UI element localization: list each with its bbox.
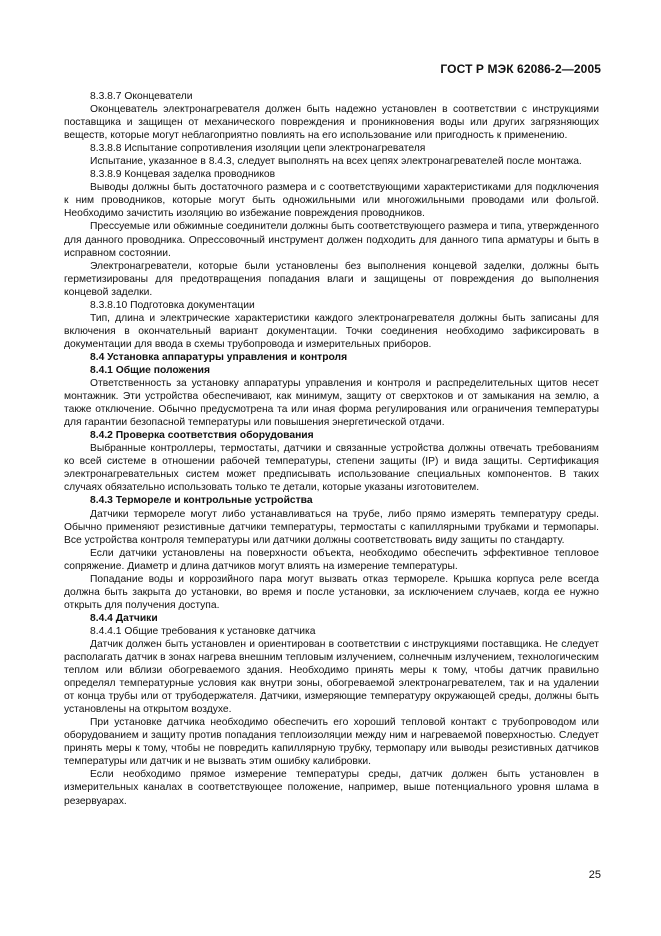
paragraph: Выбранные контроллеры, термостаты, датчики и связанные устройства должны отвечать требованиям ко всей системе в отношении рабочей температуры, степени защиты (IP) и вида защиты. Сертификация электронагревательных систем может предписывать использование специальных компонентов. В таких случаях обязательно использовать только те детали, которые указаны изготовителем. (64, 443, 599, 494)
section-heading-8-3-8-7: 8.3.8.7 Оконцеватели (90, 91, 193, 102)
paragraph: Выводы должны быть достаточного размера и с соответствующими характеристиками для подключения к ним проводников, которые могут быть одножильными или многожильными проводами или фольгой. Необходимо зачистить изоляцию во избежание повреждения проводников. (64, 182, 599, 220)
paragraph: Датчики термореле могут либо устанавливаться на трубе, либо прямо измерять температуру среды. Обычно применяют резистивные датчики температуры, термостаты с капиллярными трубками и термопары. Все устройства контроля температуры или датчики должны соответствовать виду защиты по стандарту. (64, 508, 599, 546)
section-heading-8-4-1: 8.4.1 Общие положения (90, 364, 210, 376)
section-heading-8-3-8-9: 8.3.8.9 Концевая заделка проводников (90, 169, 276, 181)
paragraph: Ответственность за установку аппаратуры управления и контроля и распределительных щитов несет монтажник. Эти устройства обеспечивают, как минимум, защиту от сверхтоков и от замыкания на землю, а также отключение. Обычно предусмотрена та или иная форма регулирования или ограничения температуры для гарантии безопасной температуры или повышения энергетической отдачи. (64, 378, 599, 429)
paragraph: При установке датчика необходимо обеспечить его хороший тепловой контакт с трубопроводом или оборудованием и защиту против попадания теплоизоляции между ним и нагреваемой поверхностью. Следует принять меры к тому, чтобы не повредить капиллярную трубку, термопару или выводы резистивных датчиков температуры или датчик и не вызвать этим ошибку калибровки. (64, 717, 599, 768)
section-heading-8-4: 8.4 Установка аппаратуры управления и контроля (90, 351, 348, 363)
paragraph: Тип, длина и электрические характеристики каждого электронагревателя должны быть записаны для включения в окончательный вариант документации. Точки соединения необходимо зафиксировать в документации для ввода в схемы трубопровода и измерительных приборов. (64, 312, 599, 350)
paragraph: Попадание воды и коррозийного пара могут вызвать отказ термореле. Крышка корпуса реле всегда должна быть закрыта до установки, во время и после установки, за исключением случаев, когда ее нужно открыть для получения доступа. (64, 573, 599, 611)
section-heading-8-4-2: 8.4.2 Проверка соответствия оборудования (90, 430, 314, 442)
paragraph: Электронагреватели, которые были установлены без выполнения концевой заделки, должны быть герметизированы для предотвращения попадания влаги и защищены от повреждения до выполнения концевой заделки. (64, 260, 599, 298)
paragraph: Оконцеватель электронагревателя должен быть надежно установлен в соответствии с инструкциями поставщика и защищен от механического повреждения и проникновения воды или других загрязняющих веществ, которые могут неблагоприятно повлиять на его использование или пригодность к применению. (64, 104, 599, 142)
section-heading-8-3-8-8: 8.3.8.8 Испытание сопротивления изоляции цепи электронагревателя (90, 143, 426, 155)
paragraph: Испытание, указанное в 8.4.3, следует выполнять на всех цепях электронагревателей после монтажа. (90, 156, 582, 168)
section-heading-8-4-4-1: 8.4.4.1 Общие требования к установке датчика (90, 625, 316, 637)
section-heading-8-4-3: 8.4.3 Термореле и контрольные устройства (90, 495, 313, 507)
paragraph: Если датчики установлены на поверхности объекта, необходимо обеспечить эффективное тепловое сопряжение. Диаметр и длина датчиков могут влиять на измерение температуры. (64, 547, 599, 572)
paragraph: Датчик должен быть установлен и ориентирован в соответствии с инструкциями поставщика. Не следует располагать датчик в зонах нагрева внешним тепловым излучением, солнечным излучением, технологическим теплом или вблизи обогреваемого здания. Необходимо принять меры к тому, чтобы датчик правильно определял температурные условия как внутри зоны, обогреваемой электронагревателем, так и на удалении от конца трубы или от трубодержателя. Датчики, измеряющие температуру окружающей среды, должны быть установлены на открытом воздухе. (64, 638, 599, 716)
document-body (64, 90, 599, 808)
standard-code-header: ГОСТ Р МЭК 62086-2—2005 (440, 62, 601, 76)
paragraph: Прессуемые или обжимные соединители должны быть соответствующего размера и типа, утвержденного для данного проводника. Опрессовочный инструмент должен подходить для данного типа арматуры и быть в исправном состоянии. (64, 221, 599, 259)
page-number: 25 (588, 869, 601, 881)
section-heading-8-3-8-10: 8.3.8.10 Подготовка документации (90, 299, 255, 311)
section-heading-8-4-4: 8.4.4 Датчики (90, 612, 158, 624)
paragraph: Если необходимо прямое измерение температуры среды, датчик должен быть установлен в измерительных каналах в соответствующее положение, например, выше потенциального уровня шлама в резервуарах. (64, 769, 599, 807)
